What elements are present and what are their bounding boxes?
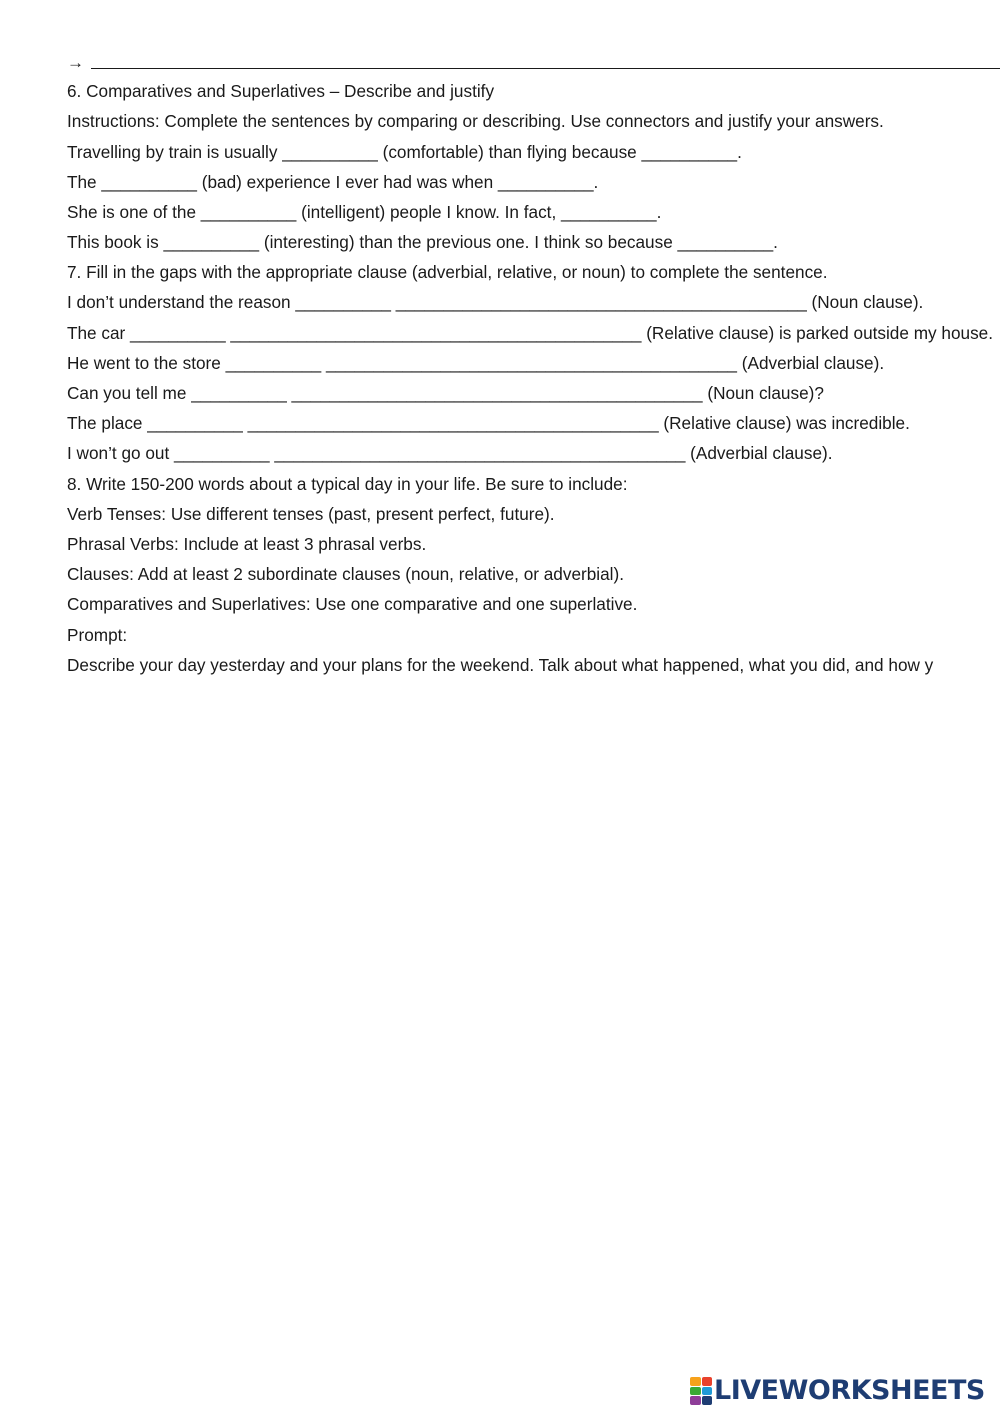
exercise-sentence: The car __________ ___________________________________________ (Relative clause) is parked outside my house.	[67, 323, 993, 343]
logo-square	[702, 1377, 713, 1386]
answer-rule	[91, 68, 1000, 69]
liveworksheets-logo	[690, 1374, 985, 1408]
logo-square	[690, 1396, 701, 1405]
requirement-item: Comparatives and Superlatives: Use one comparative and one superlative.	[67, 594, 638, 614]
logo-square	[690, 1377, 701, 1386]
exercise-sentence: Travelling by train is usually __________ (comfortable) than flying because __________.	[67, 142, 742, 162]
exercise-sentence: I won’t go out __________ ___________________________________________ (Adverbial clause).	[67, 443, 833, 463]
logo-text: LIVEWORKSHEETS	[714, 1375, 985, 1406]
arrow-icon: →	[67, 53, 84, 72]
exercise-sentence: I don’t understand the reason __________ ___________________________________________ (Noun clause).	[67, 292, 924, 312]
section-6-instructions: Instructions: Complete the sentences by comparing or describing. Use connectors and justify your answers.	[67, 111, 884, 131]
prompt-label: Prompt:	[67, 625, 128, 645]
logo-square	[690, 1387, 701, 1396]
logo-square	[702, 1387, 713, 1396]
logo-mark-icon	[690, 1377, 712, 1405]
exercise-sentence: This book is __________ (interesting) than the previous one. I think so because __________.	[67, 232, 778, 252]
section-8-heading: 8. Write 150-200 words about a typical day in your life. Be sure to include:	[67, 474, 628, 494]
requirement-item: Verb Tenses: Use different tenses (past, present perfect, future).	[67, 504, 555, 524]
exercise-sentence: Can you tell me __________ ___________________________________________ (Noun clause)?	[67, 383, 824, 403]
section-6-heading: 6. Comparatives and Superlatives – Describe and justify	[67, 81, 495, 101]
logo-square	[702, 1396, 713, 1405]
exercise-sentence: She is one of the __________ (intelligent) people I know. In fact, __________.	[67, 202, 662, 222]
requirement-item: Clauses: Add at least 2 subordinate clauses (noun, relative, or adverbial).	[67, 564, 624, 584]
section-7-heading: 7. Fill in the gaps with the appropriate clause (adverbial, relative, or noun) to complete the sentence.	[67, 262, 828, 282]
exercise-sentence: The place __________ ___________________________________________ (Relative clause) was incredible.	[67, 413, 910, 433]
exercise-sentence: The __________ (bad) experience I ever had was when __________.	[67, 172, 599, 192]
prompt-text: Describe your day yesterday and your plans for the weekend. Talk about what happened, what you did, and how y	[67, 655, 934, 675]
answer-line	[67, 53, 1000, 73]
exercise-sentence: He went to the store __________ ___________________________________________ (Adverbial clause).	[67, 353, 885, 373]
requirement-item: Phrasal Verbs: Include at least 3 phrasal verbs.	[67, 534, 427, 554]
